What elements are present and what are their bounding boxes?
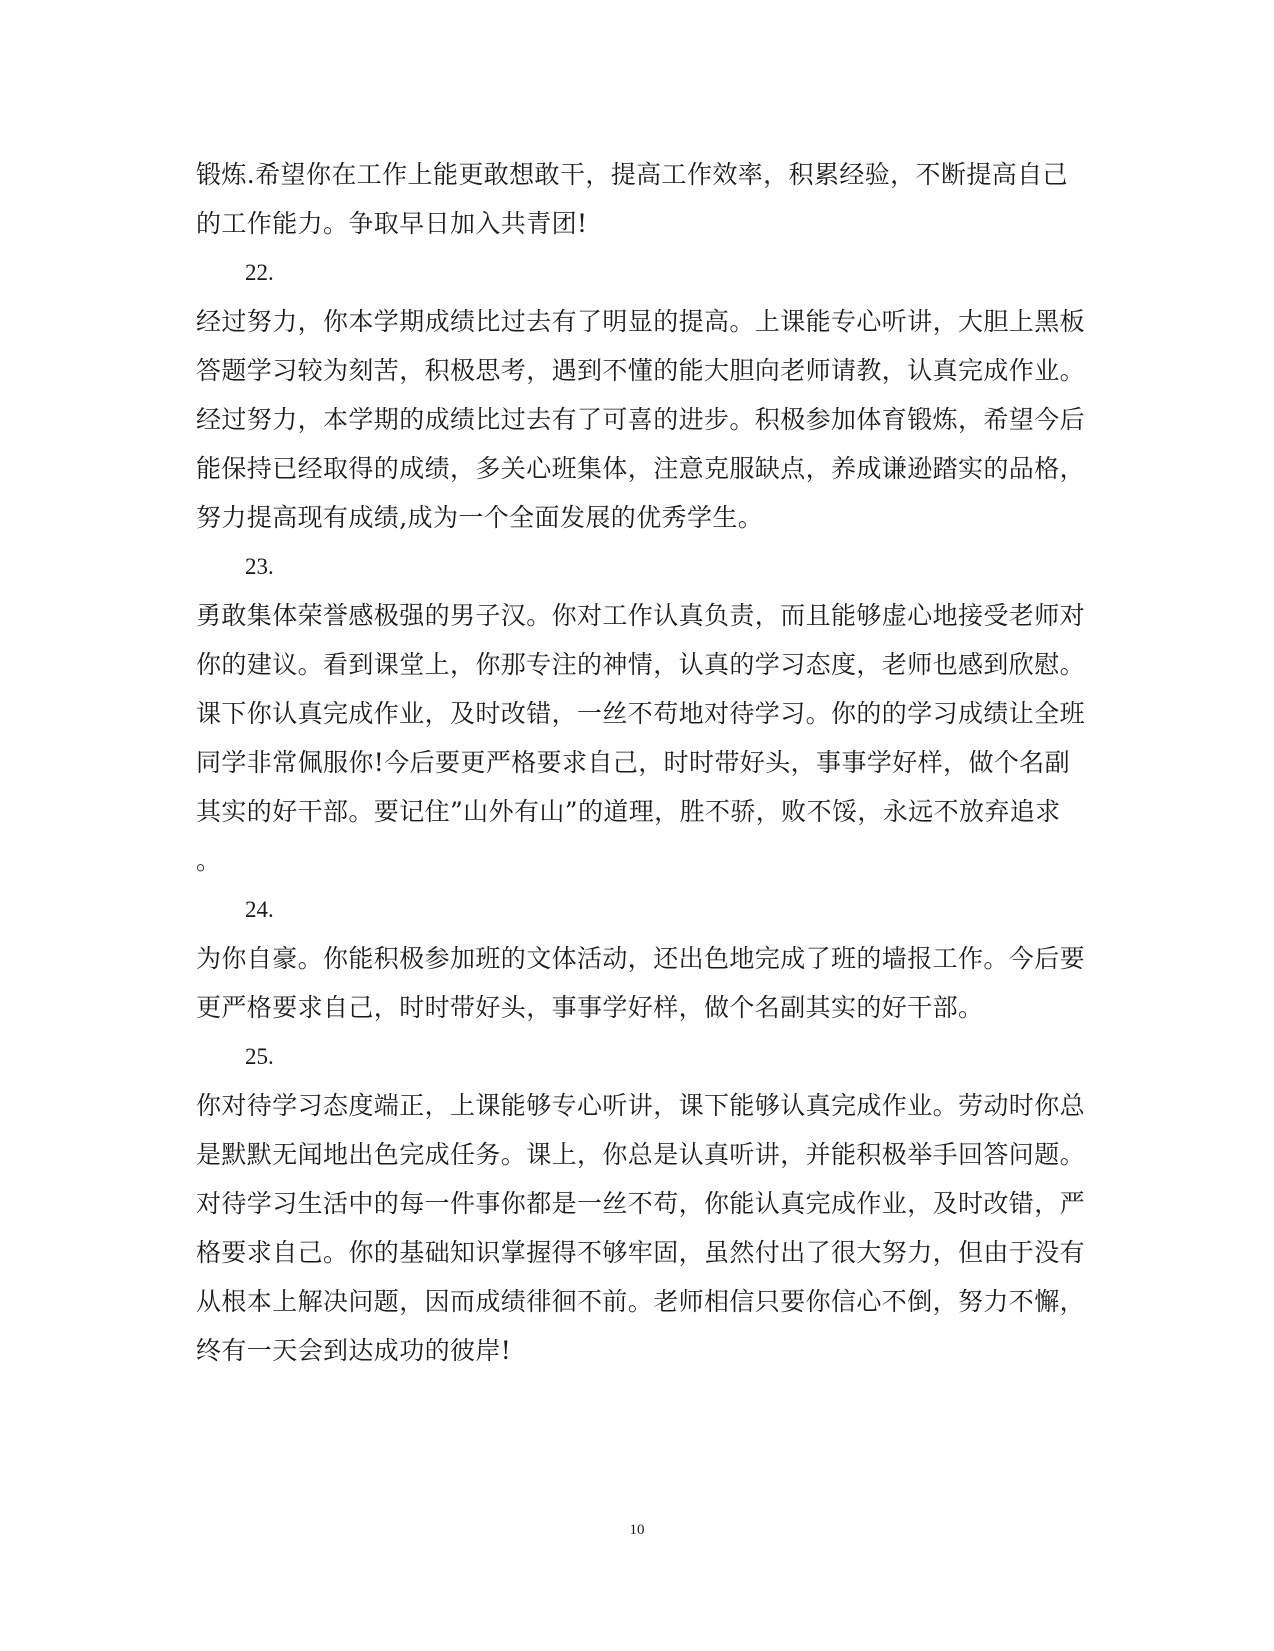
document-body bbox=[196, 150, 1086, 1375]
text-line: 能保持已经取得的成绩，多关心班集体，注意克服缺点，养成谦逊踏实的品格， bbox=[196, 454, 1086, 483]
text-line: 为你自豪。你能积极参加班的文体活动，还出色地完成了班的墙报工作。今后要 bbox=[196, 944, 1086, 973]
text-line: 是默默无闻地出色完成任务。课上，你总是认真听讲，并能积极举手回答问题。 bbox=[196, 1140, 1086, 1169]
text-line: 从根本上解决问题，因而成绩徘徊不前。老师相信只要你信心不倒，努力不懈， bbox=[196, 1287, 1086, 1316]
text-line: 经过努力，你本学期成绩比过去有了明显的提高。上课能专心听讲，大胆上黑板 bbox=[196, 307, 1086, 336]
item-number: 24. bbox=[245, 897, 274, 922]
text-line: 锻炼.希望你在工作上能更敢想敢干，提高工作效率，积累经验，不断提高自己 bbox=[196, 160, 1068, 189]
item-number: 25. bbox=[245, 1044, 274, 1069]
text-line: 其实的好干部。要记住”山外有山”的道理，胜不骄，败不馁，永远不放弃追求 bbox=[196, 797, 1061, 826]
text-line: 勇敢集体荣誉感极强的男子汉。你对工作认真负责，而且能够虚心地接受老师对 bbox=[196, 601, 1086, 630]
text-line: 。 bbox=[196, 846, 222, 875]
text-line: 对待学习生活中的每一件事你都是一丝不苟，你能认真完成作业，及时改错，严 bbox=[196, 1189, 1086, 1218]
item-number: 23. bbox=[245, 554, 274, 579]
text-line: 的工作能力。争取早日加入共青团! bbox=[196, 209, 588, 238]
text-line: 答题学习较为刻苦，积极思考，遇到不懂的能大胆向老师请教，认真完成作业。 bbox=[196, 356, 1086, 385]
text-line: 格要求自己。你的基础知识掌握得不够牢固，虽然付出了很大努力，但由于没有 bbox=[196, 1238, 1086, 1267]
item-number: 22. bbox=[245, 260, 274, 285]
text-line: 你对待学习态度端正，上课能够专心听讲，课下能够认真完成作业。劳动时你总 bbox=[196, 1091, 1086, 1120]
text-line: 经过努力，本学期的成绩比过去有了可喜的进步。积极参加体育锻炼，希望今后 bbox=[196, 405, 1086, 434]
page-number: 10 bbox=[629, 1522, 645, 1538]
text-line: 同学非常佩服你!今后要更严格要求自己，时时带好头，事事学好样，做个名副 bbox=[196, 748, 1071, 777]
text-line: 你的建议。看到课堂上，你那专注的神情，认真的学习态度，老师也感到欣慰。 bbox=[196, 650, 1086, 679]
text-line: 课下你认真完成作业，及时改错，一丝不苟地对待学习。你的的学习成绩让全班 bbox=[196, 699, 1086, 728]
text-line: 努力提高现有成绩,成为一个全面发展的优秀学生。 bbox=[196, 503, 764, 532]
text-line: 终有一天会到达成功的彼岸! bbox=[196, 1336, 512, 1365]
text-line: 更严格要求自己，时时带好头，事事学好样，做个名副其实的好干部。 bbox=[196, 993, 984, 1022]
